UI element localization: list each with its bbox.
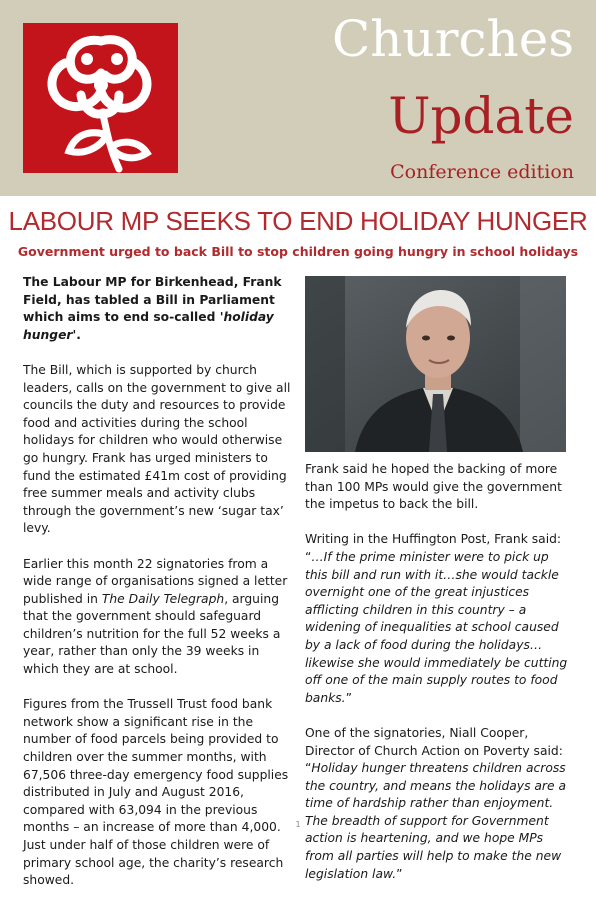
paragraph-bill: The Bill, which is supported by church leaders, calls on the government to give all councils the duty and resources to provide food and activities during the school holidays for children who would otherwise go hungry. Frank has urged ministers to fund the estimated £41m cost of providing free summer meals and activity clubs through the government’s new ‘sugar tax’ levy. xyxy=(23,362,291,536)
page-number: 1 xyxy=(295,820,301,829)
masthead xyxy=(0,0,596,196)
masthead-title-update: Update xyxy=(388,87,574,145)
quote-text: …If the prime minister were to pick up this bill and run with it…she would tackle overnight one of the great injustices afflicting children in this country – a widening of inequalities at school caused by a lack of food during the holidays…likewise she would immediately be cutting off one of the main supply routes to food banks. xyxy=(305,549,568,705)
newspaper-name: The Daily Telegraph xyxy=(101,591,225,606)
lead-paragraph xyxy=(23,274,293,344)
article-subheadline: Government urged to back Bill to stop children going hungry in school holidays xyxy=(17,244,579,259)
edition-label: Conference edition xyxy=(390,161,574,183)
lead-italic: 'holiday hunger' xyxy=(23,310,274,342)
masthead-title-churches: Churches xyxy=(331,10,574,68)
paragraph-niall-cooper xyxy=(305,725,571,883)
cooper-intro: One of the signatories, Niall Cooper, Director of Church Action on Poverty said: “ xyxy=(305,725,563,776)
portrait-image xyxy=(305,276,566,452)
paragraph-figures: Figures from the Trussell Trust food bank network show a significant rise in the number of food parcels being provided to children over the summer months, with 67,506 three-day emergency food supplies distributed in July and August 2016, compared with 63,094 in the previous months – an increase of more than 4,000. Just under half of those children were of primary school age, the charity’s research showed. xyxy=(23,697,289,888)
paragraph-huffington-quote xyxy=(305,531,571,707)
paragraph-backing: Frank said he hoped the backing of more than 100 MPs would give the government the impetus to back the bill. xyxy=(305,462,562,512)
lead-end: . xyxy=(76,327,81,342)
right-column xyxy=(305,461,571,901)
quote-close: ” xyxy=(345,690,352,705)
para2-text: Earlier this month 22 signatories from a wide range of organisations signed a letter published in xyxy=(23,556,288,606)
quote-intro: Writing in the Huffington Post, Frank said: “ xyxy=(305,532,562,564)
article-headline: LABOUR MP SEEKS TO END HOLIDAY HUNGER xyxy=(8,206,588,236)
cooper-close: ” xyxy=(396,866,403,881)
frank-field-photo xyxy=(305,276,566,452)
cooper-quote: Holiday hunger threatens children across the country, and means the holidays are a time of hardship rather than enjoyment. The breadth of support for Government action is heartening, and we hope MPs from all parties will help to make the new legislation law. xyxy=(305,761,566,881)
paragraph-signatories xyxy=(23,556,293,679)
para2-text-end: , arguing that the government should safeguard children’s nutrition for the full 52 weeks a year, rather than only the 39 weeks in which they are at school. xyxy=(23,591,281,677)
labour-rose-logo-icon xyxy=(23,23,178,173)
lead-text: The Labour MP for Birkenhead, Frank Field, has tabled a Bill in Parliament which aims to end so-called xyxy=(23,275,282,325)
rose-icon xyxy=(23,23,178,173)
left-column xyxy=(23,274,293,907)
